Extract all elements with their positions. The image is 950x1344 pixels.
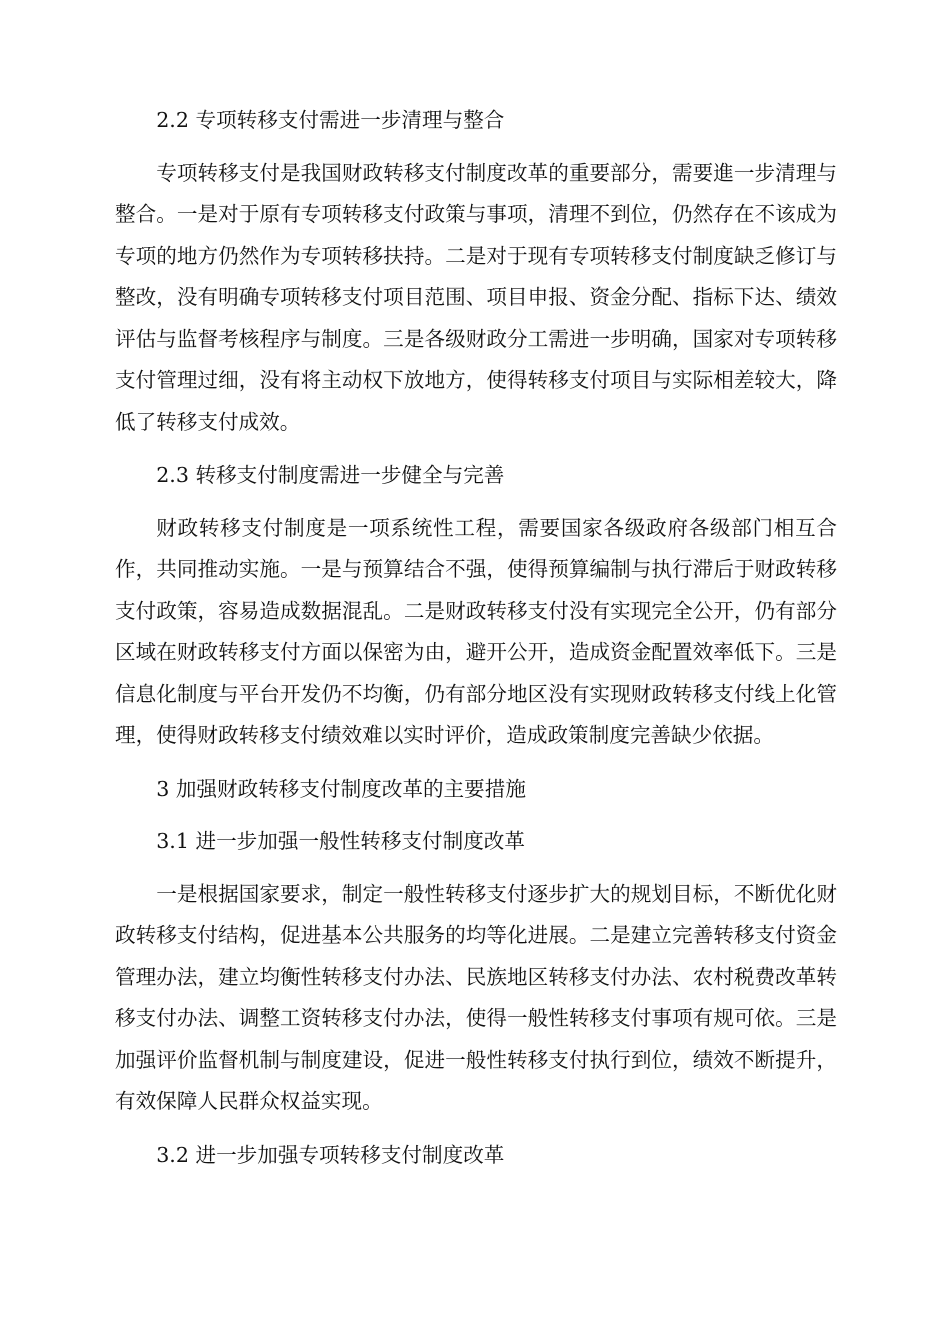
paragraph-transfer-system: 财政转移支付制度是一项系统性工程，需要国家各级政府各级部门相互合作，共同推动实施。一是与预算结合不强，使得预算编制与执行滞后于财政转移支付政策，容易造成数据混乱。二是财政转移支付没有实现完全公开，仍有部分区域在财政转移支付方面以保密为由，避开公开，造成资金配置效率低下。三是信息化制度与平台开发仍不均衡，仍有部分地区没有实现财政转移支付线上化管理，使得财政转移支付绩效难以实时评价，造成政策制度完善缺少依据。 [115, 515, 837, 747]
paragraph-special-transfer: 专项转移支付是我国财政转移支付制度改革的重要部分，需要進一步清理与整合。一是对于原有专项转移支付政策与事项，清理不到位，仍然存在不该成为专项的地方仍然作为专项转移扶持。二是对于现有专项转移支付制度缺乏修订与整改，没有明确专项转移支付项目范围、项目申报、资金分配、指标下达、绩效评估与监督考核程序与制度。三是各级财政分工需进一步明确，国家对专项转移支付管理过细，没有将主动权下放地方，使得转移支付项目与实际相差较大，降低了转移支付成效。 [115, 160, 837, 434]
document-content [115, 100, 837, 1187]
paragraph-general-transfer: 一是根据国家要求，制定一般性转移支付逐步扩大的规划目标，不断优化财政转移支付结构，促进基本公共服务的均等化进展。二是建立完善转移支付资金管理办法，建立均衡性转移支付办法、民族地区转移支付办法、农村税费改革转移支付办法、调整工资转移支付办法，使得一般性转移支付事项有规可依。三是加强评价监督机制与制度建设，促进一般性转移支付执行到位，绩效不断提升，有效保障人民群众权益实现。 [115, 881, 837, 1113]
section-heading-2-3: 2.3 转移支付制度需进一步健全与完善 [156, 463, 505, 487]
section-heading-3-1: 3.1 进一步加强一般性转移支付制度改革 [156, 829, 525, 853]
section-heading-2-2: 2.2 专项转移支付需进一步清理与整合 [156, 108, 505, 132]
section-heading-3: 3 加强财政转移支付制度改革的主要措施 [156, 776, 526, 801]
section-heading-3-2: 3.2 进一步加强专项转移支付制度改革 [156, 1142, 505, 1167]
